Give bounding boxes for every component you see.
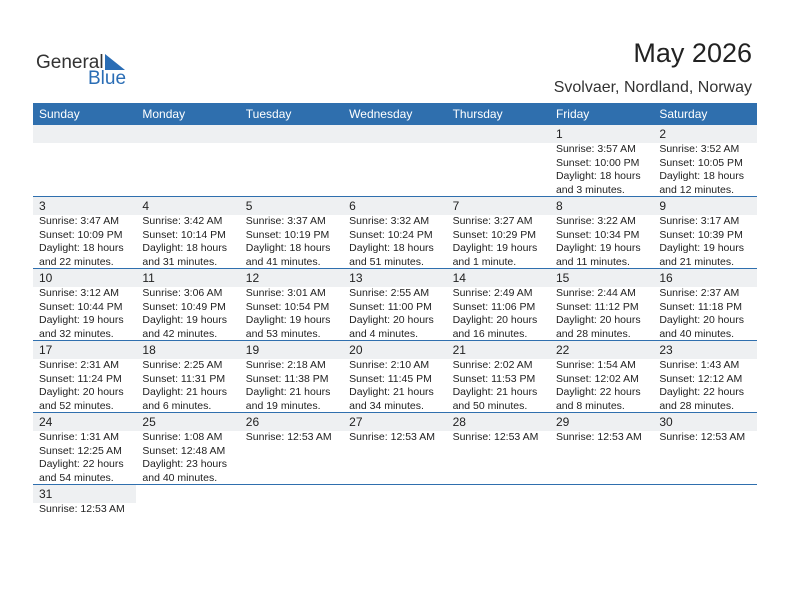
daylight-text: Daylight: 22 hours (659, 386, 744, 398)
daylight-minutes-text: and 4 minutes. (349, 327, 419, 340)
logo (36, 50, 136, 90)
sunset-text: Sunset: 10:00 PM (555, 156, 640, 169)
day-cell (136, 413, 239, 484)
daylight-text: Daylight: 18 hours (39, 242, 124, 254)
sunset-text: Sunset: 11:31 PM (142, 372, 226, 385)
sunrise-text: Sunrise: 2:02 AM (452, 359, 533, 371)
sunrise-text: Sunrise: 3:57 AM (555, 143, 636, 155)
day-cell (447, 197, 550, 268)
daylight-text: Daylight: 20 hours (349, 314, 434, 326)
day-number: 12 (240, 269, 343, 287)
sunrise-text: Sunrise: 3:22 AM (555, 215, 636, 227)
sunset-text: Sunset: 12:12 AM (659, 372, 743, 385)
daylight-minutes-text: and 34 minutes. (349, 399, 424, 412)
sunset-text: Sunset: 10:44 PM (39, 300, 123, 313)
daylight-minutes-text: and 12 minutes. (659, 183, 735, 196)
sunrise-text: Sunrise: 2:55 AM (349, 287, 430, 299)
sunrise-text: Sunrise: 3:01 AM (245, 287, 326, 299)
sunset-text: Sunset: 10:29 PM (452, 228, 537, 241)
daylight-text: Daylight: 21 hours (142, 386, 228, 398)
day-number: 4 (136, 197, 239, 215)
sunrise-text: Sunrise: 1:43 AM (659, 359, 740, 371)
sunrise-text: Sunrise: 12:53 AM (245, 431, 332, 443)
daylight-text: Daylight: 19 hours (39, 314, 124, 326)
day-number: 24 (33, 413, 136, 431)
day-number: 31 (33, 485, 136, 503)
sunset-text: Sunset: 10:19 PM (245, 228, 330, 241)
empty-day-cell (653, 485, 756, 523)
sunset-text: Sunset: 12:02 AM (555, 372, 639, 385)
daylight-text: Daylight: 20 hours (555, 314, 641, 326)
weekday-saturday: Saturday (659, 107, 708, 121)
day-number: 9 (653, 197, 756, 215)
week-row (33, 341, 757, 413)
day-cell (240, 269, 343, 340)
sunrise-text: Sunrise: 1:08 AM (142, 431, 223, 443)
calendar (33, 103, 757, 523)
day-cell (550, 413, 653, 484)
day-number: 20 (343, 341, 446, 359)
day-number: 16 (653, 269, 756, 287)
weekday-sunday: Sunday (39, 107, 80, 121)
week-row (33, 269, 757, 341)
sunset-text: Sunset: 12:48 AM (142, 444, 226, 457)
weekday-thursday: Thursday (452, 107, 503, 121)
weekday-tuesday: Tuesday (245, 107, 292, 121)
sunrise-text: Sunrise: 2:44 AM (555, 287, 636, 299)
day-number: 1 (550, 125, 653, 143)
sunset-text: Sunset: 11:18 PM (659, 300, 743, 313)
day-cell (33, 413, 136, 484)
day-cell (550, 341, 653, 412)
day-number: 28 (447, 413, 550, 431)
day-number: 23 (653, 341, 756, 359)
empty-day-band (240, 125, 343, 143)
daylight-text: Daylight: 19 hours (142, 314, 228, 326)
daylight-text: Daylight: 18 hours (659, 170, 744, 182)
day-cell (653, 125, 756, 196)
daylight-minutes-text: and 41 minutes. (245, 255, 321, 268)
day-cell (550, 197, 653, 268)
daylight-minutes-text: and 31 minutes. (142, 255, 218, 268)
day-cell (136, 269, 239, 340)
daylight-minutes-text: and 21 minutes. (659, 255, 735, 268)
daylight-minutes-text: and 11 minutes. (555, 255, 630, 268)
day-cell (653, 413, 756, 484)
day-number: 21 (447, 341, 550, 359)
sunrise-text: Sunrise: 3:12 AM (39, 287, 119, 299)
day-number: 18 (136, 341, 239, 359)
day-number: 17 (33, 341, 136, 359)
logo-blue-text: Blue (88, 68, 127, 89)
daylight-text: Daylight: 20 hours (659, 314, 744, 326)
day-number: 25 (136, 413, 239, 431)
sunset-text: Sunset: 10:39 PM (659, 228, 743, 241)
sunrise-text: Sunrise: 12:53 AM (349, 431, 435, 443)
sunset-text: Sunset: 10:24 PM (349, 228, 433, 241)
empty-day-cell (240, 125, 343, 196)
sunset-text: Sunset: 10:34 PM (555, 228, 640, 241)
calendar-body (33, 125, 757, 523)
sunrise-text: Sunrise: 2:18 AM (245, 359, 326, 371)
day-number: 27 (343, 413, 446, 431)
sunrise-text: Sunrise: 12:53 AM (659, 431, 746, 443)
empty-day-cell (550, 485, 653, 523)
empty-day-cell (447, 485, 550, 523)
daylight-text: Daylight: 21 hours (349, 386, 434, 398)
day-cell (653, 197, 756, 268)
sunrise-text: Sunrise: 3:47 AM (39, 215, 119, 227)
sunset-text: Sunset: 11:45 PM (349, 372, 432, 385)
day-cell (240, 413, 343, 484)
daylight-minutes-text: and 40 minutes. (142, 471, 218, 484)
daylight-minutes-text: and 50 minutes. (452, 399, 528, 412)
day-number: 22 (550, 341, 653, 359)
sunset-text: Sunset: 11:38 PM (245, 372, 329, 385)
sunset-text: Sunset: 11:24 PM (39, 372, 122, 385)
daylight-text: Daylight: 19 hours (245, 314, 331, 326)
daylight-minutes-text: and 3 minutes. (555, 183, 625, 196)
sunrise-text: Sunrise: 12:53 AM (555, 431, 642, 443)
daylight-text: Daylight: 19 hours (659, 242, 744, 254)
empty-day-cell (136, 485, 239, 523)
page-title: May 2026 (633, 38, 752, 68)
sunset-text: Sunset: 11:53 PM (452, 372, 536, 385)
daylight-text: Daylight: 22 hours (39, 458, 124, 470)
daylight-text: Daylight: 20 hours (452, 314, 538, 326)
daylight-minutes-text: and 32 minutes. (39, 327, 114, 340)
day-cell (136, 197, 239, 268)
day-cell (136, 341, 239, 412)
daylight-text: Daylight: 23 hours (142, 458, 228, 470)
day-number: 29 (550, 413, 653, 431)
day-number: 3 (33, 197, 136, 215)
day-number: 19 (240, 341, 343, 359)
day-cell (240, 341, 343, 412)
sunrise-text: Sunrise: 3:17 AM (659, 215, 740, 227)
daylight-text: Daylight: 21 hours (452, 386, 538, 398)
week-row (33, 485, 757, 523)
daylight-minutes-text: and 28 minutes. (555, 327, 631, 340)
sunset-text: Sunset: 10:49 PM (142, 300, 226, 313)
sunrise-text: Sunrise: 1:54 AM (555, 359, 636, 371)
day-cell (447, 341, 550, 412)
logo-general-text: General (36, 52, 104, 73)
sunrise-text: Sunrise: 3:06 AM (142, 287, 223, 299)
day-cell (240, 197, 343, 268)
daylight-minutes-text: and 52 minutes. (39, 399, 114, 412)
day-number: 2 (653, 125, 756, 143)
day-cell (33, 269, 136, 340)
sunrise-text: Sunrise: 2:49 AM (452, 287, 533, 299)
sunset-text: Sunset: 11:12 PM (555, 300, 639, 313)
empty-day-band (136, 125, 239, 143)
empty-day-cell (447, 125, 550, 196)
sunrise-text: Sunrise: 2:37 AM (659, 287, 740, 299)
sunset-text: Sunset: 11:00 PM (349, 300, 432, 313)
sunset-text: Sunset: 12:25 AM (39, 444, 122, 457)
sunset-text: Sunset: 10:14 PM (142, 228, 226, 241)
empty-day-band (33, 125, 136, 143)
daylight-minutes-text: and 51 minutes. (349, 255, 424, 268)
day-cell (447, 413, 550, 484)
week-row (33, 125, 757, 197)
daylight-minutes-text: and 16 minutes. (452, 327, 528, 340)
daylight-text: Daylight: 20 hours (39, 386, 124, 398)
sunrise-text: Sunrise: 3:37 AM (245, 215, 326, 227)
sunrise-text: Sunrise: 12:53 AM (452, 431, 539, 443)
sunrise-text: Sunrise: 2:25 AM (142, 359, 223, 371)
weekday-friday: Friday (555, 107, 590, 121)
daylight-minutes-text: and 53 minutes. (245, 327, 321, 340)
daylight-minutes-text: and 42 minutes. (142, 327, 218, 340)
day-cell (653, 341, 756, 412)
day-number: 14 (447, 269, 550, 287)
day-number: 30 (653, 413, 756, 431)
day-cell (33, 341, 136, 412)
day-cell (550, 269, 653, 340)
day-cell (33, 197, 136, 268)
day-number: 7 (447, 197, 550, 215)
location-subtitle: Svolvaer, Nordland, Norway (553, 79, 752, 96)
empty-day-cell (343, 125, 446, 196)
daylight-text: Daylight: 21 hours (245, 386, 331, 398)
empty-day-cell (343, 485, 446, 523)
day-cell (343, 269, 446, 340)
day-cell (343, 413, 446, 484)
daylight-minutes-text: and 22 minutes. (39, 255, 114, 268)
daylight-text: Daylight: 18 hours (349, 242, 434, 254)
daylight-minutes-text: and 6 minutes. (142, 399, 212, 412)
daylight-text: Daylight: 18 hours (245, 242, 331, 254)
empty-day-band (343, 125, 446, 143)
sunrise-text: Sunrise: 12:53 AM (39, 503, 125, 515)
daylight-minutes-text: and 1 minute. (452, 255, 517, 268)
daylight-minutes-text: and 8 minutes. (555, 399, 625, 412)
day-number: 26 (240, 413, 343, 431)
sunrise-text: Sunrise: 2:31 AM (39, 359, 119, 371)
sunrise-text: Sunrise: 3:42 AM (142, 215, 223, 227)
day-cell (343, 341, 446, 412)
weekday-header (33, 103, 757, 125)
sunrise-text: Sunrise: 3:52 AM (659, 143, 740, 155)
sunset-text: Sunset: 11:06 PM (452, 300, 536, 313)
day-cell (550, 125, 653, 196)
empty-day-cell (33, 125, 136, 196)
sunrise-text: Sunrise: 2:10 AM (349, 359, 430, 371)
daylight-text: Daylight: 19 hours (452, 242, 538, 254)
sunrise-text: Sunrise: 1:31 AM (39, 431, 119, 443)
empty-day-band (447, 125, 550, 143)
daylight-text: Daylight: 18 hours (142, 242, 228, 254)
week-row (33, 413, 757, 485)
daylight-minutes-text: and 40 minutes. (659, 327, 735, 340)
day-number: 11 (136, 269, 239, 287)
weekday-monday: Monday (142, 107, 186, 121)
sunset-text: Sunset: 10:05 PM (659, 156, 743, 169)
day-number: 5 (240, 197, 343, 215)
day-cell (33, 485, 136, 523)
daylight-text: Daylight: 22 hours (555, 386, 641, 398)
daylight-minutes-text: and 54 minutes. (39, 471, 114, 484)
day-number: 8 (550, 197, 653, 215)
empty-day-cell (240, 485, 343, 523)
day-number: 15 (550, 269, 653, 287)
day-cell (343, 197, 446, 268)
daylight-minutes-text: and 19 minutes. (245, 399, 321, 412)
sunset-text: Sunset: 10:54 PM (245, 300, 330, 313)
daylight-text: Daylight: 18 hours (555, 170, 641, 182)
day-number: 10 (33, 269, 136, 287)
day-number: 13 (343, 269, 446, 287)
week-row (33, 197, 757, 269)
day-number: 6 (343, 197, 446, 215)
sunrise-text: Sunrise: 3:27 AM (452, 215, 533, 227)
empty-day-cell (136, 125, 239, 196)
daylight-text: Daylight: 19 hours (555, 242, 641, 254)
day-cell (447, 269, 550, 340)
weekday-wednesday: Wednesday (349, 107, 413, 121)
sunset-text: Sunset: 10:09 PM (39, 228, 123, 241)
daylight-minutes-text: and 28 minutes. (659, 399, 735, 412)
day-cell (653, 269, 756, 340)
sunrise-text: Sunrise: 3:32 AM (349, 215, 430, 227)
